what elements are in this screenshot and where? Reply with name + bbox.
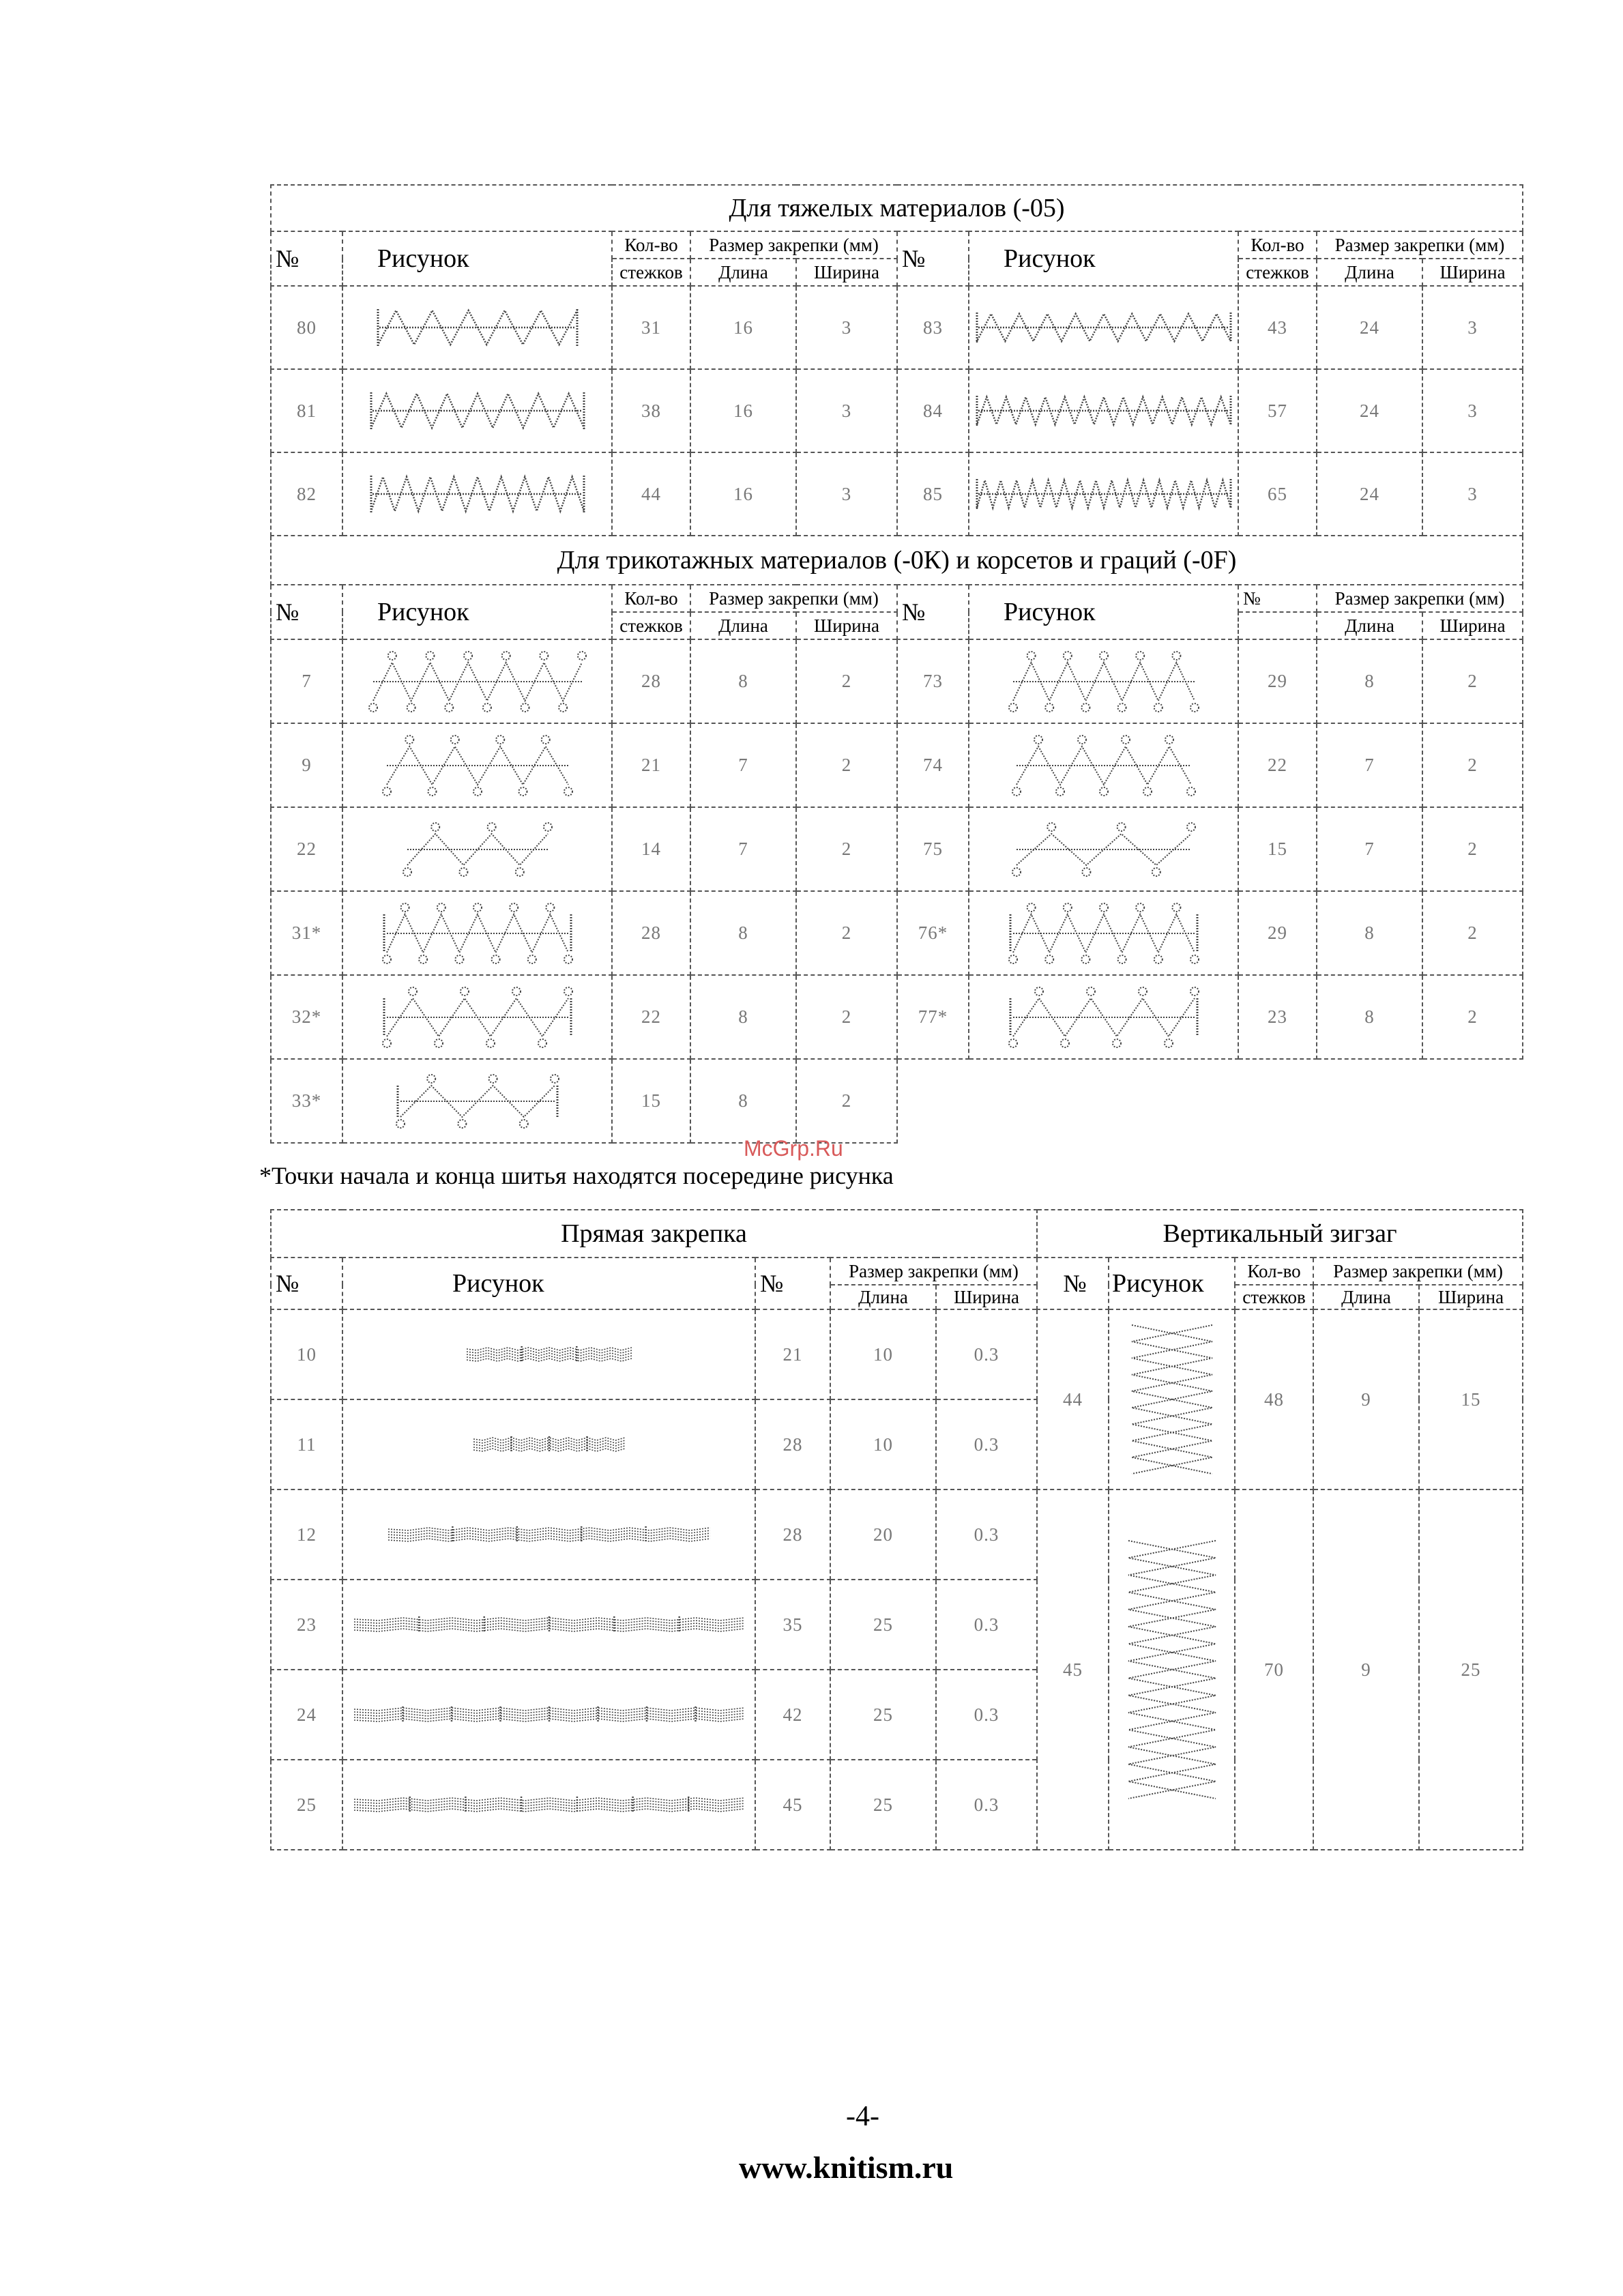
header-no-2: № [755, 1258, 830, 1309]
stitch-table-straight-vertical [270, 1209, 1523, 1850]
pattern-number: 80 [271, 286, 342, 369]
stitch-count: 23 [1238, 975, 1317, 1059]
bartack-width: 3 [796, 369, 897, 452]
header-size: Размер закрепки (мм) [690, 585, 897, 612]
bartack-width: 0.3 [936, 1580, 1037, 1670]
pattern-number: 76* [897, 891, 969, 975]
bartack-length: 10 [830, 1309, 936, 1399]
section-title-knit: Для трикотажных материалов (-0К) и корсетов и граций (-0F) [271, 536, 1523, 585]
stitch-count: 70 [1235, 1490, 1313, 1850]
knit-loop-stitch-icon [342, 975, 612, 1059]
header-width: Ширина [796, 259, 897, 286]
website-footer: www.knitism.ru [739, 2150, 954, 2185]
pattern-number: 75 [897, 807, 969, 891]
header-size: Размер закрепки (мм) [1313, 1258, 1523, 1285]
header-length: Длина [690, 259, 796, 286]
bartack-width: 2 [1422, 807, 1523, 891]
pattern-number: 84 [897, 369, 969, 452]
vertical-zigzag-stitch-icon [1109, 1309, 1235, 1490]
pattern-number: 11 [271, 1399, 342, 1490]
knit-loop-stitch-icon [969, 723, 1238, 807]
watermark: McGrp.Ru [744, 1136, 843, 1161]
header-width: Ширина [1422, 612, 1523, 639]
bartack-length: 16 [690, 369, 796, 452]
stitch-count: 44 [612, 452, 690, 536]
bartack-width: 2 [1422, 639, 1523, 723]
vertical-zigzag-stitch-icon [1109, 1490, 1235, 1850]
bartack-length: 7 [1317, 807, 1422, 891]
straight-bartack-stitch-icon [342, 1670, 755, 1760]
stitch-count: 57 [1238, 369, 1317, 452]
knit-loop-stitch-icon [342, 891, 612, 975]
header-count-2: стежков [1235, 1285, 1313, 1309]
bartack-length: 8 [690, 975, 796, 1059]
table-row [271, 1490, 1523, 1580]
stitch-count: 31 [612, 286, 690, 369]
pattern-number: 7 [271, 639, 342, 723]
straight-bartack-stitch-icon [342, 1580, 755, 1670]
header-no: № [897, 231, 969, 286]
bartack-length: 7 [1317, 723, 1422, 807]
pattern-number: 82 [271, 452, 342, 536]
pattern-number: 24 [271, 1670, 342, 1760]
header-length: Длина [690, 612, 796, 639]
header-no: № [271, 231, 342, 286]
header-width: Ширина [1419, 1285, 1523, 1309]
stitch-count: 65 [1238, 452, 1317, 536]
bartack-width: 25 [1419, 1490, 1523, 1850]
bartack-zigzag-stitch-icon [342, 452, 612, 536]
bartack-length: 24 [1317, 369, 1422, 452]
bartack-length: 7 [690, 807, 796, 891]
header-length: Длина [1317, 259, 1422, 286]
bartack-width: 2 [1422, 723, 1523, 807]
pattern-number: 33* [271, 1059, 342, 1143]
bartack-width: 0.3 [936, 1670, 1037, 1760]
bartack-zigzag-stitch-icon [969, 452, 1238, 536]
bartack-width: 3 [1422, 286, 1523, 369]
bartack-zigzag-stitch-icon [969, 369, 1238, 452]
stitch-count: 48 [1235, 1309, 1313, 1490]
stitch-count: 15 [1238, 807, 1317, 891]
bartack-length: 8 [690, 639, 796, 723]
table-row [271, 723, 1523, 807]
header-no: № [271, 585, 342, 639]
footnote: *Точки начала и конца шитья находятся посередине рисунка [259, 1162, 894, 1189]
bartack-length: 10 [830, 1399, 936, 1490]
stitch-count: 35 [755, 1580, 830, 1670]
bartack-zigzag-stitch-icon [969, 286, 1238, 369]
bartack-zigzag-stitch-icon [342, 286, 612, 369]
stitch-count: 21 [755, 1309, 830, 1399]
pattern-number: 83 [897, 286, 969, 369]
stitch-count: 14 [612, 807, 690, 891]
header-size: Размер закрепки (мм) [690, 231, 897, 259]
table-row [271, 369, 1523, 452]
pattern-number: 74 [897, 723, 969, 807]
pattern-number: 25 [271, 1760, 342, 1850]
knit-loop-stitch-icon [969, 975, 1238, 1059]
bartack-width: 2 [796, 975, 897, 1059]
stitch-count: 22 [612, 975, 690, 1059]
pattern-number: 32* [271, 975, 342, 1059]
stitch-count: 45 [755, 1760, 830, 1850]
straight-bartack-stitch-icon [342, 1399, 755, 1490]
bartack-width: 0.3 [936, 1760, 1037, 1850]
knit-loop-stitch-icon [342, 1059, 612, 1143]
stitch-count: 29 [1238, 891, 1317, 975]
stitch-count: 38 [612, 369, 690, 452]
header-width: Ширина [936, 1285, 1037, 1309]
pattern-number: 73 [897, 639, 969, 723]
knit-loop-stitch-icon [342, 807, 612, 891]
bartack-length: 25 [830, 1580, 936, 1670]
header-size: Размер закрепки (мм) [830, 1258, 1037, 1285]
bartack-length: 8 [1317, 975, 1422, 1059]
pattern-number: 81 [271, 369, 342, 452]
header-picture: Рисунок [969, 585, 1238, 639]
pattern-number: 23 [271, 1580, 342, 1670]
pattern-number: 22 [271, 807, 342, 891]
table-row [271, 1309, 1523, 1399]
bartack-length: 8 [1317, 891, 1422, 975]
section-title-straight: Прямая закрепка [271, 1210, 1037, 1258]
header-size: Размер закрепки (мм) [1317, 585, 1523, 612]
table-row [271, 1059, 1523, 1143]
straight-bartack-stitch-icon [342, 1490, 755, 1580]
bartack-width: 2 [1422, 891, 1523, 975]
bartack-length: 24 [1317, 452, 1422, 536]
knit-loop-stitch-icon [342, 639, 612, 723]
bartack-width: 2 [796, 639, 897, 723]
stitch-count: 15 [612, 1059, 690, 1143]
table-row [271, 639, 1523, 723]
knit-loop-stitch-icon [342, 723, 612, 807]
header-width: Ширина [796, 612, 897, 639]
bartack-length: 7 [690, 723, 796, 807]
page-number: -4- [846, 2101, 879, 2132]
bartack-length: 25 [830, 1670, 936, 1760]
table-row [271, 891, 1523, 975]
bartack-width: 2 [796, 891, 897, 975]
straight-bartack-stitch-icon [342, 1760, 755, 1850]
pattern-number: 12 [271, 1490, 342, 1580]
stitch-count: 42 [755, 1670, 830, 1760]
header-count-2: стежков [612, 259, 690, 286]
pattern-number: 10 [271, 1309, 342, 1399]
header-no: № [897, 585, 969, 639]
pattern-number: 45 [1037, 1490, 1109, 1850]
header-picture: Рисунок [342, 231, 612, 286]
bartack-length: 16 [690, 452, 796, 536]
knit-loop-stitch-icon [969, 891, 1238, 975]
header-length: Длина [1317, 612, 1422, 639]
stitch-table-heavy-knit [270, 184, 1523, 1144]
stitch-count: 28 [755, 1490, 830, 1580]
bartack-length: 9 [1313, 1490, 1419, 1850]
bartack-length: 8 [690, 891, 796, 975]
bartack-width: 3 [796, 286, 897, 369]
header-picture: Рисунок [969, 231, 1238, 286]
stitch-count: 43 [1238, 286, 1317, 369]
bartack-width: 3 [1422, 369, 1523, 452]
table-row [271, 975, 1523, 1059]
bartack-length: 9 [1313, 1309, 1419, 1490]
header-count: Кол-во [612, 231, 690, 259]
header-empty [1238, 612, 1317, 639]
bartack-length: 24 [1317, 286, 1422, 369]
header-count: Кол-во [1235, 1258, 1313, 1285]
bartack-width: 2 [796, 1059, 897, 1143]
bartack-width: 0.3 [936, 1399, 1037, 1490]
header-width: Ширина [1422, 259, 1523, 286]
stitch-count: 28 [612, 639, 690, 723]
table-row [271, 286, 1523, 369]
header-size: Размер закрепки (мм) [1317, 231, 1523, 259]
header-no: № [271, 1258, 342, 1309]
straight-bartack-stitch-icon [342, 1309, 755, 1399]
bartack-zigzag-stitch-icon [342, 369, 612, 452]
stitch-count: 28 [612, 891, 690, 975]
knit-loop-stitch-icon [969, 807, 1238, 891]
header-no: № [1037, 1258, 1109, 1309]
bartack-width: 2 [1422, 975, 1523, 1059]
empty-cell [897, 1059, 1523, 1143]
bartack-length: 25 [830, 1760, 936, 1850]
bartack-length: 8 [1317, 639, 1422, 723]
pattern-number: 85 [897, 452, 969, 536]
bartack-length: 8 [690, 1059, 796, 1143]
header-picture: Рисунок [1109, 1258, 1235, 1309]
header-picture: Рисунок [342, 1258, 755, 1309]
header-no-2: № [1238, 585, 1317, 612]
pattern-number: 77* [897, 975, 969, 1059]
bartack-width: 0.3 [936, 1490, 1037, 1580]
bartack-width: 0.3 [936, 1309, 1037, 1399]
bartack-length: 16 [690, 286, 796, 369]
stitch-count: 28 [755, 1399, 830, 1490]
table-row [271, 807, 1523, 891]
section-title-heavy: Для тяжелых материалов (-05) [271, 185, 1523, 231]
knit-loop-stitch-icon [969, 639, 1238, 723]
header-count: Кол-во [1238, 231, 1317, 259]
header-count-2: стежков [612, 612, 690, 639]
stitch-count: 21 [612, 723, 690, 807]
header-count: Кол-во [612, 585, 690, 612]
stitch-count: 22 [1238, 723, 1317, 807]
header-picture: Рисунок [342, 585, 612, 639]
section-title-vertical: Вертикальный зигзаг [1037, 1210, 1523, 1258]
bartack-width: 3 [1422, 452, 1523, 536]
pattern-number: 31* [271, 891, 342, 975]
table-row [271, 452, 1523, 536]
bartack-length: 20 [830, 1490, 936, 1580]
header-count-2: стежков [1238, 259, 1317, 286]
stitch-count: 29 [1238, 639, 1317, 723]
bartack-width: 3 [796, 452, 897, 536]
header-length: Длина [1313, 1285, 1419, 1309]
bartack-width: 2 [796, 723, 897, 807]
header-length: Длина [830, 1285, 936, 1309]
bartack-width: 2 [796, 807, 897, 891]
bartack-width: 15 [1419, 1309, 1523, 1490]
pattern-number: 9 [271, 723, 342, 807]
pattern-number: 44 [1037, 1309, 1109, 1490]
